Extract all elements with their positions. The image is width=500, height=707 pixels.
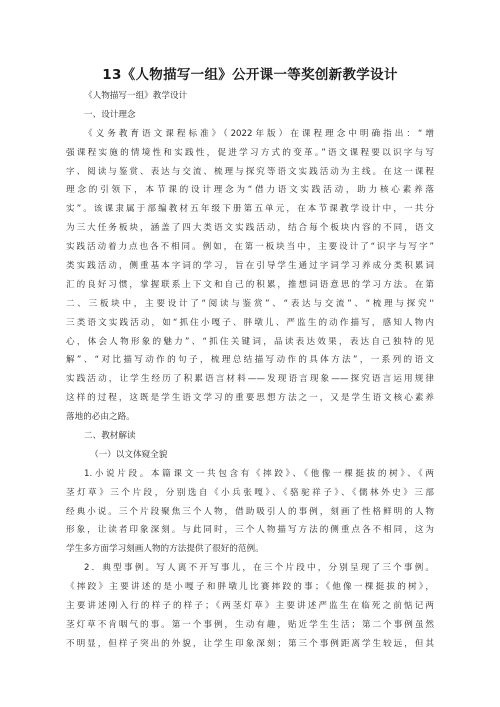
text-line: 经典小说。三个片段聚焦三个人物，借助吸引人的事例，刻画了性格鲜明的人物 — [66, 506, 434, 517]
text-line: 形象，让读者印象深刻。与此同时，三个人物描写方法的侧重点各不相同，这为 — [66, 525, 434, 536]
text-line: 茎灯草》三个片段，分别选自《小兵张嘎》、《骆驼祥子》、《儒林外史》三部 — [66, 487, 434, 498]
text-line: 类实践活动，侧重基本字词的学习，旨在引导学生通过字词学习养成分类积累词 — [66, 261, 434, 272]
text-line: 理念的引领下，本节课的设计理念为“借力语文实践活动，助力核心素养落 — [66, 185, 434, 196]
text-line: 学生多方面学习刻画人物的方法提供了很好的范例。 — [66, 544, 264, 555]
text-line: （一）以文体窥全貌 — [90, 449, 168, 460]
text-line: 主要讲述刚入行的样子的样子；《两茎灯草》主要讲述严监生在临死之前惦记两 — [66, 601, 434, 612]
text-line: 二、三板块中，主要设计了“阅读与鉴赏”、“表达与交流”、“梳理与探究'' — [66, 298, 434, 309]
text-line: 实践活动着力点也各不相同。例如，在第一板块当中，主要设计了“识字与写字” — [66, 242, 434, 253]
text-line: 为三大任务板块，涵盖了四大类语文实践活动，结合每个板块内容的不同，语文 — [66, 223, 434, 234]
text-line: 落地的必由之路。 — [66, 412, 135, 423]
text-line: 不明显，但样子突出的外貌，让学生印象深刻；第三个事例距离学生较远，但其 — [66, 638, 434, 649]
text-line: 强课程实施的情境性和实践性，促进学习方式的变革。”语文课程要以识字与写 — [66, 147, 434, 158]
text-line: 《摔跤》主要讲述的是小嘎子和胖墩儿比赛摔跤的事；《他像一棵挺拔的树》， — [66, 582, 434, 593]
text-line: 《人物描写一组》教学设计 — [84, 91, 188, 101]
text-line: 2．典型事例。写人离不开写事儿，在三个片段中，分别呈现了三个事例。 — [84, 563, 434, 574]
text-line: 汇的良好习惯，掌握联系上下文和自己的积累，推想词语意思的学习方法。在第 — [66, 279, 434, 290]
text-line: 二、教材解读 — [84, 431, 136, 442]
text-line: 实践活动，让学生经历了积累语言材料——发现语言现象——探究语言运用规律 — [66, 374, 434, 385]
text-line: 一、设计理念 — [84, 109, 136, 120]
text-line: 三类语文实践活动，如“抓住小嘎子、胖墩儿、严监生的动作描写，感知人物内 — [66, 317, 434, 328]
document-title: 13《人物描写一组》公开课一等奖创新教学设计 — [102, 67, 398, 83]
text-line: 字、阅读与鉴赏、表达与交流、梳理与探究等语文实践活动为主线。在这一课程 — [66, 166, 434, 177]
text-line: 《义务教育语文课程标准》（2022年版）在课程理念中明确指出：“增 — [84, 128, 434, 139]
text-line: 实”。该课隶属于部编教材五年级下册第五单元，在本节课教学设计中，一共分 — [66, 204, 434, 215]
text-line: 这样的过程，这既是学生语文学习的重要思想方法之一，又是学生语文核心素养 — [66, 393, 434, 404]
text-line: 解”、“对比描写动作的句子，梳理总结描写动作的具体方法”，一系列的语文 — [66, 355, 434, 366]
text-line: 心，体会人物形象的魅力”、“抓住关键词，品读表达效果，表达自己独特的见 — [66, 336, 434, 347]
document-body — [66, 87, 434, 654]
text-line: 茎灯草不肯咽气的事。第一个事例，生动有趣，贴近学生生活；第二个事例虽然 — [66, 619, 434, 630]
text-line: 1.小说片段。本篇课文一共包含有《摔跤》、《他像一棵挺拔的树》、《两 — [84, 468, 434, 479]
